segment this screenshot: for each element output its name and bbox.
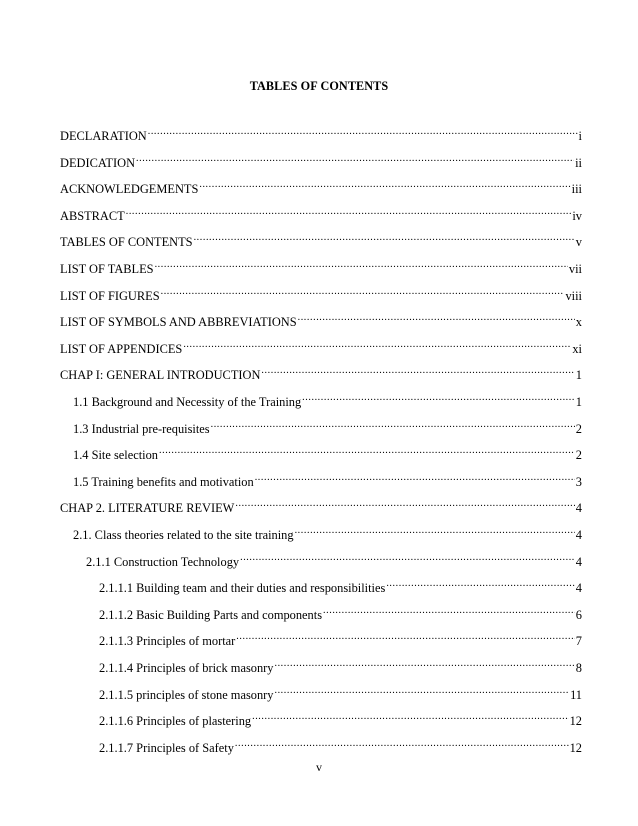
toc-entry[interactable] [60, 257, 582, 276]
toc-entry-title: ACKNOWLEDGEMENTS [60, 182, 199, 197]
dot-leader [126, 204, 572, 220]
dot-leader [236, 629, 575, 645]
toc-entry[interactable] [60, 284, 582, 303]
toc-entry-page-number: 12 [569, 714, 582, 729]
toc-entry[interactable] [86, 550, 582, 569]
dot-leader [159, 443, 575, 459]
toc-entry-page-number: iii [571, 182, 582, 197]
toc-entry-title: 1.5 Training benefits and motivation [73, 474, 254, 489]
dot-leader [240, 550, 575, 566]
toc-entry[interactable] [60, 310, 582, 330]
toc-entry-title: 2.1.1 Construction Technology [86, 554, 240, 569]
toc-entry-title: ABSTRACT [60, 208, 125, 223]
toc-entry-title: 2.1. Class theories related to the site training [73, 528, 294, 542]
toc-entry-page-number: viii [565, 288, 582, 303]
toc-entry-page-number: 1 [575, 368, 582, 383]
toc-entry-page-number: 6 [575, 607, 582, 622]
toc-entry-page-number: 2 [575, 448, 582, 463]
dot-leader [235, 496, 574, 512]
toc-entry-title: 2.1.1.1 Building team and their duties and responsibilities [99, 581, 386, 596]
toc-entry[interactable] [99, 656, 582, 675]
dot-leader [252, 709, 569, 725]
toc-entry-title: 1.4 Site selection [73, 448, 158, 463]
toc-entry-page-number: 11 [570, 687, 582, 702]
toc-entry-page-number: 4 [575, 581, 582, 596]
toc-entry-title: 2.1.1.6 Principles of plastering [99, 714, 252, 729]
toc-entry-page-number: x [575, 315, 582, 330]
toc-entry-page-number: iv [572, 208, 582, 223]
toc-entry-title: 2.1.1.5 principles of stone masonry [99, 687, 274, 702]
toc-entry[interactable] [60, 177, 582, 197]
toc-entry[interactable] [73, 417, 582, 436]
toc-entry-title: 1.3 Industrial pre-requisites [73, 421, 210, 436]
page-title: TABLES OF CONTENTS [249, 79, 389, 93]
toc-entry[interactable] [60, 337, 582, 356]
toc-entry-page-number: v [575, 235, 582, 250]
toc-entry-page-number: ii [575, 155, 582, 170]
dot-leader [136, 151, 574, 167]
toc-entry-page-number: 3 [575, 474, 582, 489]
dot-leader [298, 310, 575, 326]
toc-entry-title: 2.1.1.7 Principles of Safety [99, 740, 234, 755]
dot-leader [255, 470, 575, 486]
dot-leader [261, 363, 574, 379]
toc-entry-title: 2.1.1.2 Basic Building Parts and components [99, 607, 323, 622]
toc-entry-title: LIST OF APPENDICES [60, 341, 183, 356]
toc-entry[interactable] [99, 736, 582, 755]
dot-leader [211, 417, 575, 433]
toc-entry-title: TABLES OF CONTENTS [60, 235, 193, 250]
toc-entry-title: LIST OF SYMBOLS AND ABBREVIATIONS [60, 315, 297, 330]
dot-leader [323, 603, 575, 619]
dot-leader [155, 257, 568, 273]
toc-entry[interactable] [60, 151, 582, 170]
toc-entry-title: DECLARATION [60, 129, 147, 143]
toc-entry[interactable] [60, 230, 582, 250]
toc-entry-page-number: 4 [575, 528, 582, 542]
toc-entry[interactable] [99, 709, 582, 729]
toc-entry-page-number: 12 [569, 740, 582, 755]
dot-leader [274, 683, 569, 699]
toc-entry-page-number: xi [572, 341, 582, 356]
dot-leader [183, 337, 571, 353]
dot-leader [194, 230, 575, 246]
toc-entry-page-number: 1 [575, 395, 582, 409]
toc-entry-title: CHAP I: GENERAL INTRODUCTION [60, 368, 261, 383]
toc-entry[interactable] [73, 470, 582, 489]
dot-leader [199, 177, 570, 193]
toc-entry[interactable] [60, 204, 582, 223]
toc-entry-page-number: i [578, 129, 582, 143]
toc-entry[interactable] [99, 683, 582, 702]
toc-entry-page-number: 7 [575, 634, 582, 649]
toc-entry[interactable] [60, 124, 582, 143]
toc-entry-page-number: 8 [575, 661, 582, 675]
toc-entry[interactable] [73, 390, 582, 409]
dot-leader [295, 523, 575, 539]
dot-leader [161, 284, 565, 300]
dot-leader [386, 576, 574, 592]
toc-entry-title: 2.1.1.4 Principles of brick masonry [99, 661, 274, 675]
toc-entry-title: 1.1 Background and Necessity of the Training [73, 395, 302, 409]
dot-leader [235, 736, 569, 752]
dot-leader [302, 390, 575, 406]
toc-entry-title: LIST OF TABLES [60, 262, 154, 276]
toc-entry[interactable] [99, 629, 582, 649]
page-number-footer: v [316, 760, 322, 774]
toc-entry-page-number: 4 [575, 501, 582, 516]
toc-entry[interactable] [99, 576, 582, 596]
toc-entry[interactable] [73, 443, 582, 463]
toc-entry-page-number: vii [568, 262, 582, 276]
toc-entry-title: LIST OF FIGURES [60, 288, 160, 303]
toc-entry[interactable] [73, 523, 582, 542]
toc-entry-title: DEDICATION [60, 155, 136, 170]
toc-entry[interactable] [60, 363, 582, 383]
dot-leader [274, 656, 574, 672]
toc-entry-page-number: 4 [575, 554, 582, 569]
toc-entry[interactable] [60, 496, 582, 516]
toc-entry-title: CHAP 2. LITERATURE REVIEW [60, 501, 235, 516]
toc-entry[interactable] [99, 603, 582, 622]
toc-entry-title: 2.1.1.3 Principles of mortar [99, 634, 236, 649]
toc-entry-page-number: 2 [575, 421, 582, 436]
dot-leader [148, 124, 578, 140]
